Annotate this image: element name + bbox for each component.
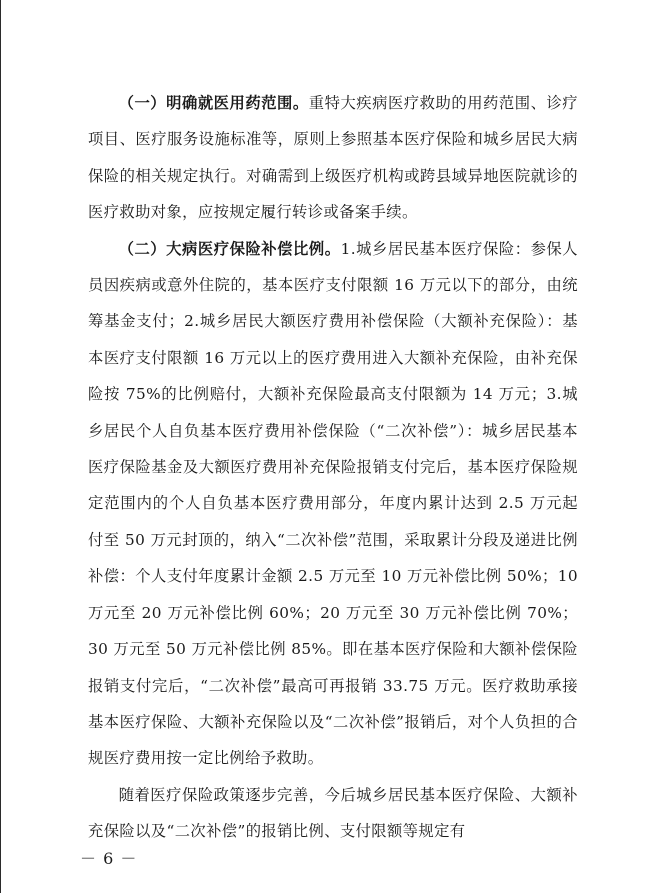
- page-left-edge: [0, 0, 1, 893]
- paragraph-text: 随着医疗保险政策逐步完善，今后城乡居民基本医疗保险、大额补充保险以及“二次补偿”的报销比例、支付限额等规定有: [88, 785, 578, 841]
- page-number: － 6 －: [80, 849, 138, 868]
- paragraph-text: 1.城乡居民基本医疗保险：参保人员因疾病或意外住院的，基本医疗支付限额 16 万元以下的部分，由统筹基金支付；2.城乡居民大额医疗费用补偿保险（大额补充保险）：基本医疗支付限额 16 万元以上的医疗费用进入大额补充保险，由补充保险按 75%的比例赔付，大额补充保险最高支付限额为 14 万元；3.城乡居民个人自负基本医疗费用补偿保险（“二次补偿”）：城乡居民基本医疗保险基金及大额医疗费用补充保险报销支付完后，基本医疗保险规定范围内的个人自负基本医疗费用部分，年度内累计达到 2.5 万元起付至 50 万元封顶的，纳入“二次补偿”范围，采取累计分段及递进比例补偿：个人支付年度累计金额 2.5 万元至 10 万元补偿比例 50%；10 万元至 20 万元补偿比例 60%；20 万元至 30 万元补偿比例 70%；30 万元至 50 万元补偿比例 85%。即在基本医疗保险和大额补偿保险报销支付完后，“二次补偿”最高可再报销 33.75 万元。医疗救助承接基本医疗保险、大额补充保险以及“二次补偿”报销后，对个人负担的合规医疗费用按一定比例给予救助。: [88, 239, 578, 768]
- paragraph-3: [88, 777, 578, 850]
- paragraph-1: [88, 85, 578, 231]
- document-body: [88, 85, 578, 850]
- paragraph-2: [88, 231, 578, 777]
- paragraph-heading: （二）大病医疗保险补偿比例。: [118, 239, 341, 258]
- paragraph-text: 重特大疾病医疗救助的用药范围、诊疗项目、医疗服务设施标准等，原则上参照基本医疗保险和城乡居民大病保险的相关规定执行。对确需到上级医疗机构或跨县域异地医院就诊的医疗救助对象，应按规定履行转诊或备案手续。: [88, 94, 578, 222]
- paragraph-heading: （一）明确就医用药范围。: [118, 94, 309, 112]
